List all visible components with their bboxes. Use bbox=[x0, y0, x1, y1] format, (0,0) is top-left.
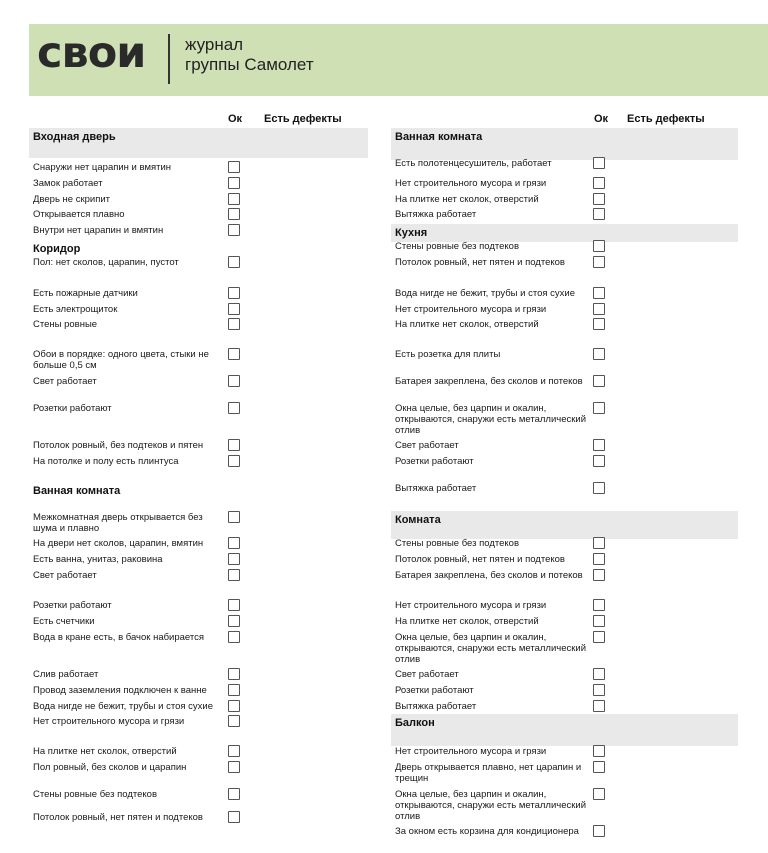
checklist-item-label: Свет работает bbox=[33, 376, 97, 387]
ok-checkbox[interactable] bbox=[228, 569, 240, 581]
checklist-item-label: Розетки работают bbox=[33, 403, 112, 414]
checklist-item-label: Нет строительного мусора и грязи bbox=[33, 716, 185, 727]
ok-checkbox[interactable] bbox=[593, 318, 605, 330]
ok-checkbox[interactable] bbox=[593, 761, 605, 773]
checklist-item-label: На плитке нет сколок, отверстий bbox=[395, 616, 539, 627]
ok-checkbox[interactable] bbox=[593, 208, 605, 220]
ok-checkbox[interactable] bbox=[228, 177, 240, 189]
ok-checkbox[interactable] bbox=[228, 455, 240, 467]
checklist-item-label: Свет работает bbox=[395, 440, 459, 451]
ok-checkbox[interactable] bbox=[593, 193, 605, 205]
checklist-item-label: Свет работает bbox=[33, 570, 97, 581]
right-col-defects-header: Есть дефекты bbox=[627, 113, 705, 125]
ok-checkbox[interactable] bbox=[593, 537, 605, 549]
right-section-title: Ванная комната bbox=[391, 128, 738, 160]
journal-title-line2: группы Самолет bbox=[185, 55, 314, 74]
checklist-item-label: Окна целые, без царпин и окалин, открываются, снаружи есть металлический отлив bbox=[395, 632, 587, 665]
ok-checkbox[interactable] bbox=[228, 511, 240, 523]
checklist-item-label: Батарея закреплена, без сколов и потеков bbox=[395, 570, 583, 581]
ok-checkbox[interactable] bbox=[228, 537, 240, 549]
checklist-item-label: Стены ровные без подтеков bbox=[395, 538, 520, 549]
ok-checkbox[interactable] bbox=[593, 303, 605, 315]
checklist-item-label: Потолок ровный, без подтеков и пятен bbox=[33, 440, 204, 451]
left-col-defects-header: Есть дефекты bbox=[264, 113, 342, 125]
checklist-item-label: Розетки работают bbox=[33, 600, 112, 611]
checklist-item-label: Вытяжка работает bbox=[395, 209, 477, 220]
checklist-item-label: На плитке нет сколок, отверстий bbox=[33, 746, 177, 757]
checklist-item-label: Есть электрощиток bbox=[33, 304, 118, 315]
checklist-item-label: Открывается плавно bbox=[33, 209, 125, 220]
checklist-item-label: Провод заземления подключен к ванне bbox=[33, 685, 207, 696]
ok-checkbox[interactable] bbox=[593, 348, 605, 360]
checklist-item-label: Батарея закреплена, без сколов и потеков bbox=[395, 376, 583, 387]
ok-checkbox[interactable] bbox=[228, 700, 240, 712]
checklist-item-label: Нет строительного мусора и грязи bbox=[395, 746, 547, 757]
right-section-title: Кухня bbox=[391, 224, 738, 242]
ok-checkbox[interactable] bbox=[593, 240, 605, 252]
ok-checkbox[interactable] bbox=[593, 788, 605, 800]
checklist-item-label: Потолок ровный, нет пятен и подтеков bbox=[395, 554, 565, 565]
checklist-item-label: Есть розетка для плиты bbox=[395, 349, 501, 360]
ok-checkbox[interactable] bbox=[228, 715, 240, 727]
checklist-item-label: На плитке нет сколок, отверстий bbox=[395, 319, 539, 330]
checklist-item-label: Межкомнатная дверь открывается без шума и плавно bbox=[33, 512, 203, 534]
checklist-item-label: Обои в порядке: одного цвета, стыки не больше 0,5 см bbox=[33, 349, 209, 371]
ok-checkbox[interactable] bbox=[593, 157, 605, 169]
ok-checkbox[interactable] bbox=[228, 402, 240, 414]
ok-checkbox[interactable] bbox=[228, 375, 240, 387]
ok-checkbox[interactable] bbox=[593, 553, 605, 565]
ok-checkbox[interactable] bbox=[228, 256, 240, 268]
checklist-item-label: Есть счетчики bbox=[33, 616, 95, 627]
checklist-item-label: Потолок ровный, нет пятен и подтеков bbox=[395, 257, 565, 268]
ok-checkbox[interactable] bbox=[228, 439, 240, 451]
right-section-title: Комната bbox=[391, 511, 738, 539]
ok-checkbox[interactable] bbox=[593, 569, 605, 581]
checklist-item-label: На двери нет сколов, царапин, вмятин bbox=[33, 538, 204, 549]
ok-checkbox[interactable] bbox=[228, 287, 240, 299]
checklist-item-label: Пол ровный, без сколов и царапин bbox=[33, 762, 187, 773]
ok-checkbox[interactable] bbox=[593, 599, 605, 611]
ok-checkbox[interactable] bbox=[593, 439, 605, 451]
checklist-item-label: На плитке нет сколок, отверстий bbox=[395, 194, 539, 205]
checklist-item-label: Розетки работают bbox=[395, 456, 474, 467]
ok-checkbox[interactable] bbox=[228, 788, 240, 800]
logo-divider bbox=[168, 34, 170, 84]
checklist-item-label: Вода в кране есть, в бачок набирается bbox=[33, 632, 205, 643]
brand-logo: свои bbox=[37, 28, 146, 78]
checklist-item-label: Потолок ровный, нет пятен и подтеков bbox=[33, 812, 203, 823]
ok-checkbox[interactable] bbox=[228, 303, 240, 315]
checklist-item-label: Вытяжка работает bbox=[395, 701, 477, 712]
checklist-item-label: Нет строительного мусора и грязи bbox=[395, 178, 547, 189]
checklist-item-label: Вытяжка работает bbox=[395, 483, 477, 494]
checklist-item-label: За окном есть корзина для кондиционера bbox=[395, 826, 579, 837]
checklist-item-label: Снаружи нет царапин и вмятин bbox=[33, 162, 172, 173]
ok-checkbox[interactable] bbox=[228, 599, 240, 611]
ok-checkbox[interactable] bbox=[593, 631, 605, 643]
checklist-item-label: Слив работает bbox=[33, 669, 99, 680]
checklist-item-label: Стены ровные без подтеков bbox=[33, 789, 158, 800]
checklist-item-label: Стены ровные bbox=[33, 319, 98, 330]
checklist-item-label: Окна целые, без царпин и окалин, открываются, снаружи есть металлический отлив bbox=[395, 403, 587, 436]
left-section-title: Ванная комната bbox=[33, 485, 121, 497]
ok-checkbox[interactable] bbox=[228, 553, 240, 565]
ok-checkbox[interactable] bbox=[593, 700, 605, 712]
checklist-item-label: Нет строительного мусора и грязи bbox=[395, 304, 547, 315]
ok-checkbox[interactable] bbox=[228, 811, 240, 823]
left-section-title: Входная дверь bbox=[29, 128, 368, 158]
ok-checkbox[interactable] bbox=[593, 684, 605, 696]
checklist-item-label: Розетки работают bbox=[395, 685, 474, 696]
header-banner bbox=[29, 24, 768, 96]
checklist-item-label: Вода нигде не бежит, трубы и стоя сухие bbox=[33, 701, 213, 712]
ok-checkbox[interactable] bbox=[593, 256, 605, 268]
left-section-title: Коридор bbox=[33, 243, 81, 255]
ok-checkbox[interactable] bbox=[593, 287, 605, 299]
checklist-item-label: На потолке и полу есть плинтуса bbox=[33, 456, 179, 467]
checklist-item-label: Окна целые, без царпин и окалин, открываются, снаружи есть металлический отлив bbox=[395, 789, 587, 822]
ok-checkbox[interactable] bbox=[593, 177, 605, 189]
ok-checkbox[interactable] bbox=[593, 825, 605, 837]
checklist-item-label: Есть ванна, унитаз, раковина bbox=[33, 554, 163, 565]
checklist-item-label: Вода нигде не бежит, трубы и стоя сухие bbox=[395, 288, 575, 299]
left-col-ok-header: Ок bbox=[228, 113, 243, 125]
checklist-item-label: Дверь открывается плавно, нет царапин и трещин bbox=[395, 762, 582, 784]
checklist-item-label: Есть полотенцесушитель, работает bbox=[395, 158, 552, 169]
ok-checkbox[interactable] bbox=[228, 318, 240, 330]
journal-title-line1: журнал bbox=[185, 35, 244, 54]
journal-title bbox=[185, 35, 314, 75]
ok-checkbox[interactable] bbox=[593, 745, 605, 757]
ok-checkbox[interactable] bbox=[228, 224, 240, 236]
ok-checkbox[interactable] bbox=[228, 193, 240, 205]
right-section-title: Балкон bbox=[391, 714, 738, 746]
checklist-item-label: Внутри нет царапин и вмятин bbox=[33, 225, 164, 236]
ok-checkbox[interactable] bbox=[593, 375, 605, 387]
ok-checkbox[interactable] bbox=[228, 745, 240, 757]
ok-checkbox[interactable] bbox=[228, 631, 240, 643]
checklist-item-label: Пол: нет сколов, царапин, пустот bbox=[33, 257, 179, 268]
ok-checkbox[interactable] bbox=[228, 761, 240, 773]
ok-checkbox[interactable] bbox=[228, 161, 240, 173]
ok-checkbox[interactable] bbox=[593, 455, 605, 467]
ok-checkbox[interactable] bbox=[593, 615, 605, 627]
checklist-item-label: Дверь не скрипит bbox=[33, 194, 110, 205]
ok-checkbox[interactable] bbox=[593, 402, 605, 414]
checklist-item-label: Есть пожарные датчики bbox=[33, 288, 138, 299]
ok-checkbox[interactable] bbox=[228, 684, 240, 696]
ok-checkbox[interactable] bbox=[228, 668, 240, 680]
checklist-item-label: Нет строительного мусора и грязи bbox=[395, 600, 547, 611]
right-col-ok-header: Ок bbox=[594, 113, 609, 125]
checklist-item-label: Замок работает bbox=[33, 178, 103, 189]
ok-checkbox[interactable] bbox=[593, 482, 605, 494]
ok-checkbox[interactable] bbox=[228, 348, 240, 360]
checklist-item-label: Свет работает bbox=[395, 669, 459, 680]
ok-checkbox[interactable] bbox=[228, 615, 240, 627]
ok-checkbox[interactable] bbox=[228, 208, 240, 220]
checklist-item-label: Стены ровные без подтеков bbox=[395, 241, 520, 252]
ok-checkbox[interactable] bbox=[593, 668, 605, 680]
